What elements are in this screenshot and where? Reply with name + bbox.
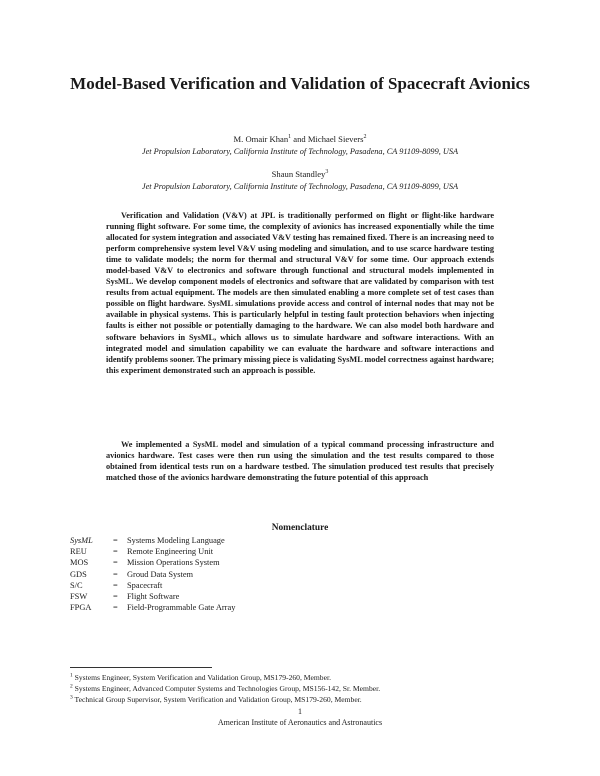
nomenclature-equals: =	[113, 591, 118, 601]
footnotes	[70, 672, 380, 705]
footnote-rule	[70, 667, 212, 668]
nomenclature-definition: Spacecraft	[127, 580, 163, 590]
footnote-mark: 2	[70, 683, 73, 690]
abstract-paragraph-2: We implemented a SysML model and simulation of a typical command processing infrastructure and avionics hardware. Test cases were then run using the simulation and the test results compared to those obtained from identical tests run on a hardware testbed. The simulation produced test results that precisely matched those of the avionics hardware demonstrating the future potential of this approach	[106, 440, 494, 483]
authors-line-1	[0, 134, 600, 145]
affiliation-2: Jet Propulsion Laboratory, California Institute of Technology, Pasadena, CA 91109-8099, USA	[141, 182, 459, 191]
nomenclature-abbr: S/C	[70, 580, 83, 590]
nomenclature-equals: =	[113, 603, 118, 613]
nomenclature-row	[70, 546, 235, 557]
footnote-1	[70, 672, 380, 683]
footnote-text: Systems Engineer, Advanced Computer Systems and Technologies Group, MS156-142, Sr. Member.	[74, 684, 381, 693]
nomenclature-equals: =	[113, 536, 118, 545]
author-mark-1: 1	[288, 134, 292, 141]
nomenclature-row	[70, 591, 235, 602]
author-mark-3: 3	[325, 169, 329, 176]
nomenclature-abbr: GDS	[70, 569, 87, 579]
nomenclature-abbr: SysML	[70, 536, 93, 545]
author-name-1: M. Omair Khan	[233, 134, 289, 144]
nomenclature-definition: Remote Engineering Unit	[127, 547, 214, 557]
author-joiner: and	[291, 134, 308, 144]
nomenclature-list	[70, 535, 235, 613]
nomenclature-row	[70, 569, 235, 580]
nomenclature-definition: Mission Operations System	[127, 558, 220, 568]
nomenclature-abbr: FSW	[70, 591, 88, 601]
nomenclature-definition: Field-Programmable Gate Array	[127, 603, 236, 613]
nomenclature-definition: Flight Software	[127, 591, 180, 601]
nomenclature-abbr: MOS	[70, 558, 89, 568]
paper-title: Model-Based Verification and Validation of Spacecraft Avionics	[70, 74, 530, 93]
nomenclature-equals: =	[113, 547, 118, 557]
authors-line-2	[0, 169, 600, 180]
nomenclature-abbr: REU	[70, 547, 87, 557]
footnote-text: Technical Group Supervisor, System Verification and Validation Group, MS179-260, Member.	[74, 695, 362, 704]
abstract-paragraph-1: Verification and Validation (V&V) at JPL is traditionally performed on flight or flight-like hardware running flight software. For some time, the complexity of avionics has increased exponentially while the time allocated for system integration and associated V&V testing has remained fixed. There is an increasing need to perform comprehensive system level V&V using modeling and simulation, and to use scarce hardware testing time to validate models; the norm for thermal and structural V&V for some time. Our approach extends model-based V&V to electronics and software through functional and structural models implemented in SysML. We develop component models of electronics and software that are validated by comparison with test results from actual equipment. The models are then simulated enabling a more complete set of test cases than possible on flight hardware. SysML simulations provide access and control of internal nodes that may not be available in physical systems. This is particularly helpful in testing fault protection behaviors when injecting faults is either not possible or potentially damaging to the hardware. We can also model both hardware and software behaviors in SysML, which allows us to simulate hardware and software interactions. With an integrated model and simulation capability we can evaluate the hardware and software interactions and identify problems sooner. The primary missing piece is validating SysML model correctness against hardware; this experiment demonstrated such an approach is possible.	[106, 211, 494, 375]
nomenclature-equals: =	[113, 558, 118, 568]
nomenclature-abbr: FPGA	[70, 603, 92, 613]
footnote-2	[70, 683, 380, 694]
publisher-footer: American Institute of Aeronautics and Astronautics	[217, 718, 383, 727]
nomenclature-definition: Groud Data System	[127, 569, 194, 579]
nomenclature-equals: =	[113, 580, 118, 590]
affiliation-1: Jet Propulsion Laboratory, California Institute of Technology, Pasadena, CA 91109-8099, USA	[141, 147, 459, 156]
nomenclature-heading: Nomenclature	[271, 523, 329, 533]
nomenclature-row	[70, 535, 235, 546]
author-name-2: Michael Sievers	[307, 134, 364, 144]
nomenclature-equals: =	[113, 569, 118, 579]
author-name-3: Shaun Standley	[271, 169, 326, 179]
nomenclature-definition: Systems Modeling Language	[127, 536, 225, 545]
nomenclature-row	[70, 557, 235, 568]
footnote-mark: 3	[70, 694, 73, 701]
nomenclature-row	[70, 580, 235, 591]
footnote-3	[70, 694, 380, 705]
author-mark-2: 2	[363, 134, 367, 141]
page-number: 1	[298, 707, 302, 716]
nomenclature-row	[70, 602, 235, 613]
footnote-mark: 1	[70, 672, 73, 679]
footnote-text: Systems Engineer, System Verification and Validation Group, MS179-260, Member.	[74, 673, 331, 682]
